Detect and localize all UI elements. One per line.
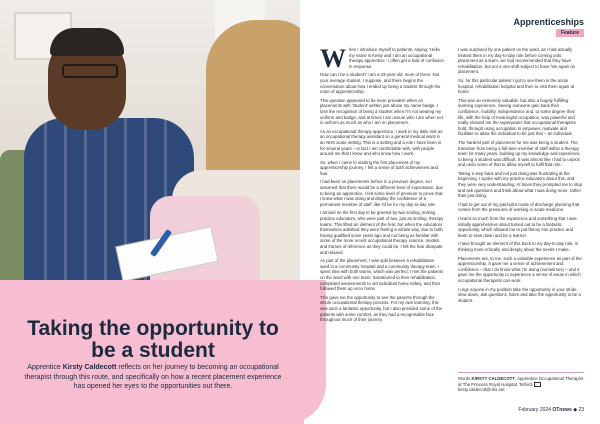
photo-patient-hair	[50, 28, 124, 56]
article-paragraph: How can I be a student? I am a 33-year-old, mum of three. Not your average student, I suppose, and there begins the conversation about how I ended up being a student through the route of apprenticeship.	[320, 72, 441, 95]
byline-divider	[458, 372, 584, 373]
article-paragraph: I was surprised by one patient on the ward, as I had actually treated them in my day-to-day role before coming onto placement as a team, we had recommended that they have rehabilitation, but not a one-shift subject to have him again on placement.	[458, 47, 576, 75]
section-title: Apprenticeships	[513, 17, 584, 27]
byline-email[interactable]: kirsty.caldecott@nhs.net	[458, 387, 505, 393]
article-photo	[0, 0, 300, 290]
standfirst-rest: reflects on her journey to becoming an occupational therapist through this route, and specifically on how a recent placement experience has opened her eyes to the opportunities out there.	[24, 364, 282, 390]
drop-cap: W	[320, 44, 346, 73]
article-paragraph: I learnt so much from the experience and something that I was initially apprehensive about turned out to be a fantastic opportunity, which allowed me to put theory into practice and learn to slow down and be a learner.	[458, 216, 577, 238]
article-paragraph: As part of the placement, I was split between a rehabilitation ward in a community hospital and a community therapy team. I spent time with both teams, which was perfect; I met the patients on the ward with one team, transitioned to their rehabilitation, completed assessments to set individual home safety, and then followed them up once home.	[320, 258, 443, 292]
email-icon	[534, 382, 541, 388]
byline-words: Words	[458, 376, 471, 381]
article-paragraph: I have brought an element of this back to my day-to-day role, in thinking more critically and deeply about the needs I make.	[458, 241, 579, 252]
article-paragraph	[320, 44, 444, 73]
article-paragraph: I arrived on the first day to be greeted by two smiling, inviting practice educators, who were part of two, just as smiling, therapy teams. This lifted an element of the fear, but when the educators themselves admitted they were feeling a similar way, due to both having qualified some years ago and not being as familiar with some of the more recent occupational therapy science, models and frames of reference as they could be, I felt the fear dissipate and relaxed.	[320, 210, 444, 255]
article-paragraph: So, when I came to starting the first placement of my apprenticeship journey, I felt a sense of both achievement and fear.	[320, 159, 438, 176]
footer-magazine: OTnews	[552, 407, 572, 413]
article-paragraph: Taking a step back and not just doing was frustrating at the beginning. I spoke with my practice educators about this, and they were very understanding. At times they prompted me to stop and ask questions and think about what I was doing more, rather than just doing.	[458, 170, 582, 199]
article-paragraph: So, for this particular patient I got to see them in the acute hospital, rehabilitation hospital and then to visit them again at home.	[458, 77, 575, 95]
byline-role: , Apprentice Occupational Therapist at The Princess Royal Hospital, Telford.	[458, 376, 583, 387]
footer-page-number: 23	[578, 407, 584, 413]
article-column-1	[320, 44, 444, 326]
feature-badge: Feature	[556, 29, 584, 37]
article-paragraph: This gave me the opportunity to see the patients through the whole occupational therapy process. For my own learning, this was such a fantastic opportunity, but I also provided some of the patients with some comfort, as they had a recognisable face throughout much of their journey.	[320, 294, 442, 323]
article-paragraph: I urge anyone in my position take the opportunity in your stride, slow down, ask questions, listen and take the opportunity to be a student.	[458, 286, 581, 303]
page-footer	[518, 407, 584, 413]
article-paragraph: This question appeared to be more prevalent when on placements with 'student' written just above my name badge. I lose the recognition of being a student when I'm not wearing my uniform and badge, and at times I am unsure who I am when not in uniform as much as who I am on placement.	[320, 97, 443, 126]
article-paragraph: I had to get out of my paid-pilot mode of discharge planning that comes from the pressures of working in acute medicine.	[458, 201, 580, 213]
byline-name: KIRSTY CALDECOTT	[471, 376, 515, 381]
footer-separator-icon: ◆	[573, 407, 578, 413]
article-standfirst	[22, 363, 284, 392]
article-paragraph: I had been on placements before in a previous degree, so I assumed that there would be a different level of expectation, due to being an apprentice. I felt some level of pressure to prove that I knew what I was doing and display the confidence of a permanent member of staff, like I'd be for my day-to-day role.	[320, 179, 443, 207]
article-paragraph: As an occupational therapy apprentice, I work in my daily role as an occupational therapy assistant on a general medical ward in an NHS acute setting. This is a setting and a role I have been in for several years – in fact I am comfortable with, with people around me that I know and who know how I work.	[320, 128, 443, 157]
article-paragraph: The hardest part of placement for me was being a student. The transition from being a full-time member of staff within a therapy team for many years, building up my knowledge and experience, to being a student was difficult. It was almost like I had to unpick and undo some of that to allow myself to fulfil that role.	[458, 139, 581, 168]
lead-text: hen I introduce myself to patients, saying, 'Hello my name is Kirsty and I am an occupational therapy apprentice,' I often get a look of confusion in response.	[349, 47, 444, 69]
photo-glasses	[62, 64, 118, 78]
footer-date: February 2024	[518, 407, 551, 413]
byline	[458, 376, 584, 393]
article-column-2	[458, 47, 582, 306]
standfirst-author: Kirsty Caldecott	[62, 364, 117, 371]
article-headline: Taking the opportunity to be a student	[27, 317, 279, 362]
standfirst-prefix: Apprentice	[27, 364, 61, 371]
article-paragraph: This was an extremely valuable, but also a hugely fulfilling learning experience. Seeing someone gain back their confidence, mobility, independence and, to some degree their life, with the help of meaningful occupation, was powerful and really showed me the superpower that occupational therapists hold, through using occupation to empower, motivate and facilitate to allow the individual to be just that – an individual.	[458, 97, 576, 137]
article-paragraph: Placements are, to me, such a valuable experience as part of the apprenticeship. It gave me a sense of achievement and confidence – that I do know what I'm doing (sometimes) – and it gave me the opportunity to experience a sense of areas in which occupational therapists can work.	[458, 255, 582, 283]
